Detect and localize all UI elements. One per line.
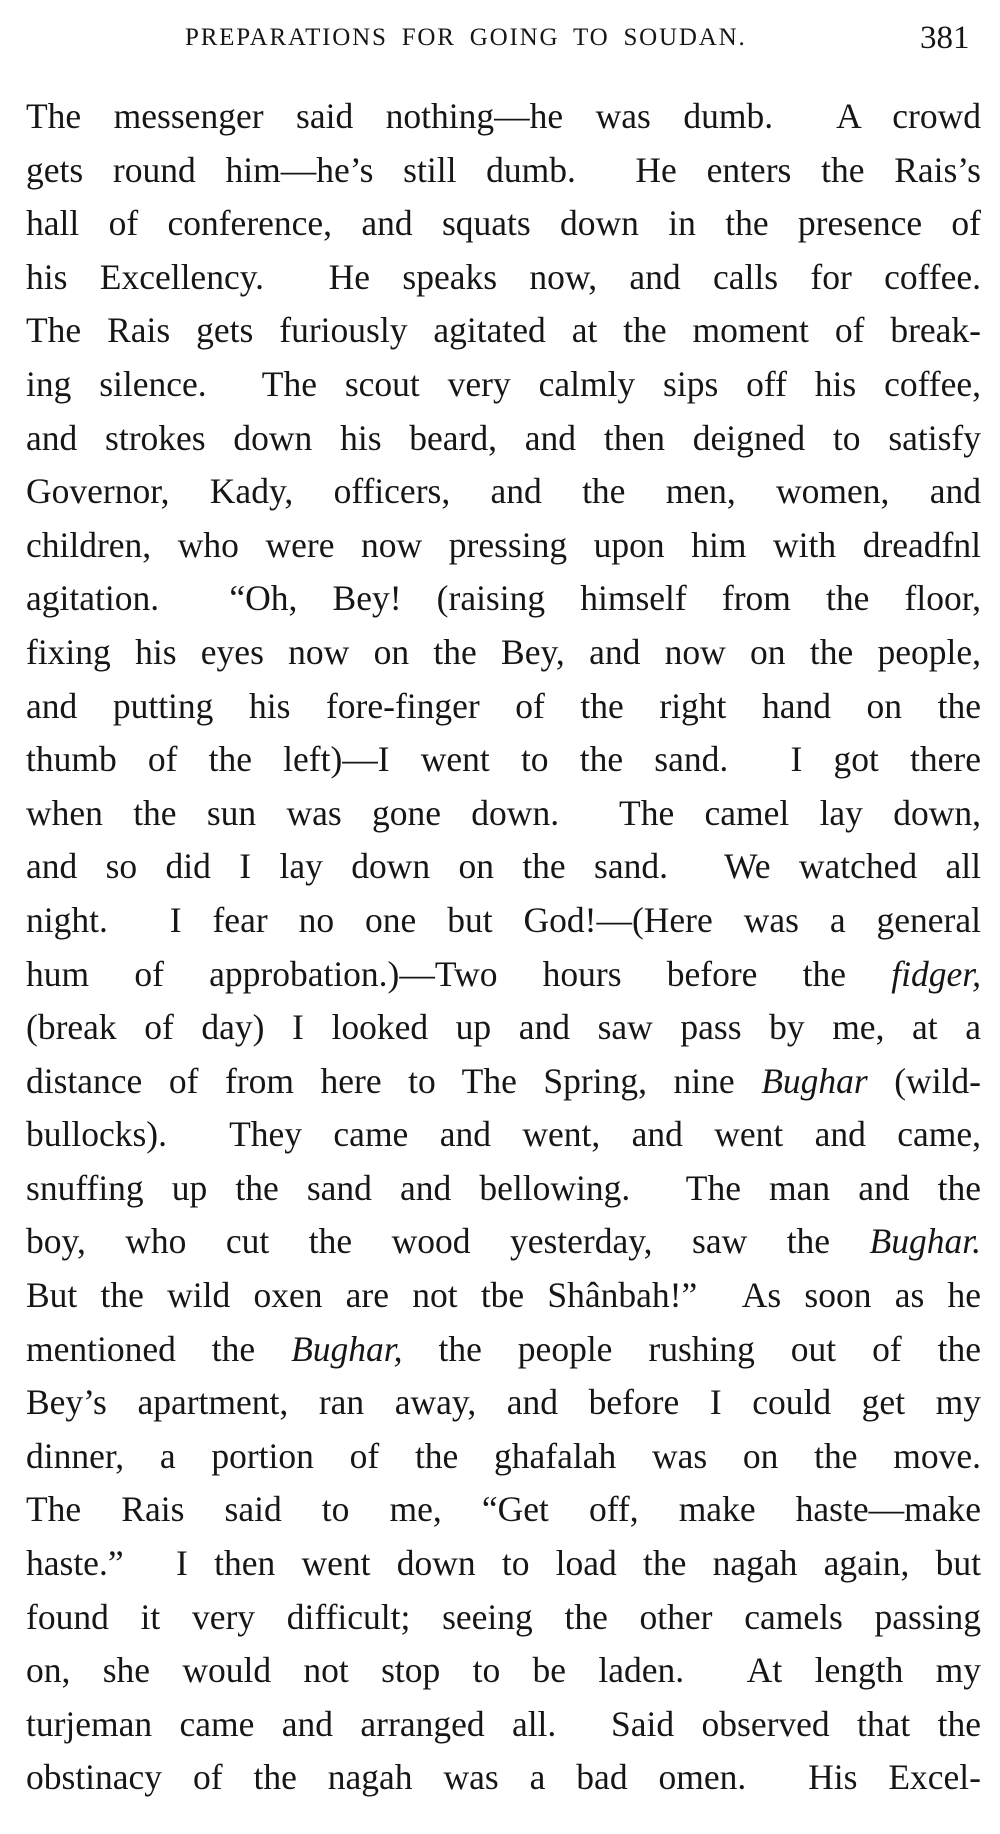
text-line [26,304,981,358]
text-segment: boy, who cut the wood yesterday, saw the [26,1221,870,1262]
text-segment: snuffing up the sand and bellowing. The man and the [26,1167,981,1208]
text-line [26,840,981,894]
running-title: PREPARATIONS FOR GOING TO SOUDAN. [185,24,747,51]
text-line [26,1376,981,1430]
text-segment: (wild- [867,1060,981,1101]
text-line [26,519,981,573]
text-segment: bullocks). They came and went, and went and came, [26,1114,981,1155]
text-line [26,90,981,144]
text-line [26,358,981,412]
text-line [26,412,981,466]
text-line [26,1323,981,1377]
italic-text: fidger, [891,953,981,994]
text-line [26,1001,981,1055]
text-line [26,948,981,1002]
text-segment: gets round him—he’s still dumb. He enters the Rais’s [26,149,981,190]
text-segment: Governor, Kady, officers, and the men, women, and [26,471,981,512]
text-line [26,1430,981,1484]
text-segment: The messenger said nothing—he was dumb. A crowd [26,96,981,136]
page-number: 381 [920,20,970,56]
text-segment: mentioned the [26,1328,292,1369]
text-segment: hall of conference, and squats down in the presence of [26,203,981,244]
text-line [26,1269,981,1323]
text-segment: turjeman came and arranged all. Said observed that the [26,1703,981,1744]
italic-text: Bughar, [291,1328,403,1369]
text-line [26,572,981,626]
body-text [26,90,981,1805]
text-line [26,1644,981,1698]
text-segment: The Rais gets furiously agitated at the moment of break- [26,310,981,351]
text-segment: on, she would not stop to be laden. At length my [26,1650,981,1691]
text-segment: thumb of the left)—I went to the sand. I got there [26,739,981,780]
text-line [26,1162,981,1216]
text-segment: hum of approbation.)—Two hours before the [26,953,892,994]
text-line [26,894,981,948]
text-segment: Bey’s apartment, ran away, and before I could get my [26,1382,981,1423]
italic-text: Bughar. [869,1221,981,1262]
text-line [26,1698,981,1752]
text-line [26,787,981,841]
text-segment: and so did I lay down on the sand. We watched all [26,846,981,887]
text-segment: agitation. “Oh, Bey! (raising himself from the floor, [26,578,981,619]
text-segment: night. I fear no one but God!—(Here was a general [26,899,981,940]
text-line [26,1215,981,1269]
text-segment: the people rushing out of the [402,1328,981,1369]
text-segment: (break of day) I looked up and saw pass by me, at a [26,1007,981,1048]
text-line [26,733,981,787]
text-line [26,251,981,305]
text-segment: his Excellency. He speaks now, and calls for coffee. [26,256,981,297]
text-segment: ing silence. The scout very calmly sips off his coffee, [26,363,981,404]
text-segment: dinner, a portion of the ghafalah was on the move. [26,1435,981,1476]
text-line [26,197,981,251]
text-line [26,1055,981,1109]
text-segment: found it very difficult; seeing the other camels passing [26,1596,981,1637]
text-line [26,680,981,734]
text-line [26,465,981,519]
italic-text: Bughar [761,1060,868,1101]
text-segment: fixing his eyes now on the Bey, and now on the people, [26,631,981,672]
text-line [26,1108,981,1162]
text-line [26,144,981,198]
text-line [26,1483,981,1537]
text-line [26,1537,981,1591]
text-segment: The Rais said to me, “Get off, make haste—make [26,1489,981,1530]
text-segment: But the wild oxen are not tbe Shânbah!” As soon as he [26,1275,981,1316]
text-segment: children, who were now pressing upon him with dreadfnl [26,524,981,565]
text-line [26,1751,981,1805]
text-segment: haste.” I then went down to load the nagah again, but [26,1543,981,1584]
text-segment: obstinacy of the nagah was a bad omen. His Excel- [26,1757,981,1798]
text-segment: when the sun was gone down. The camel lay down, [26,792,981,833]
page-header [0,18,1000,62]
text-line [26,626,981,680]
text-segment: and putting his fore-finger of the right hand on the [26,685,981,726]
text-line [26,1591,981,1645]
text-segment: and strokes down his beard, and then deigned to satisfy [26,417,981,458]
text-segment: distance of from here to The Spring, nine [26,1060,762,1101]
